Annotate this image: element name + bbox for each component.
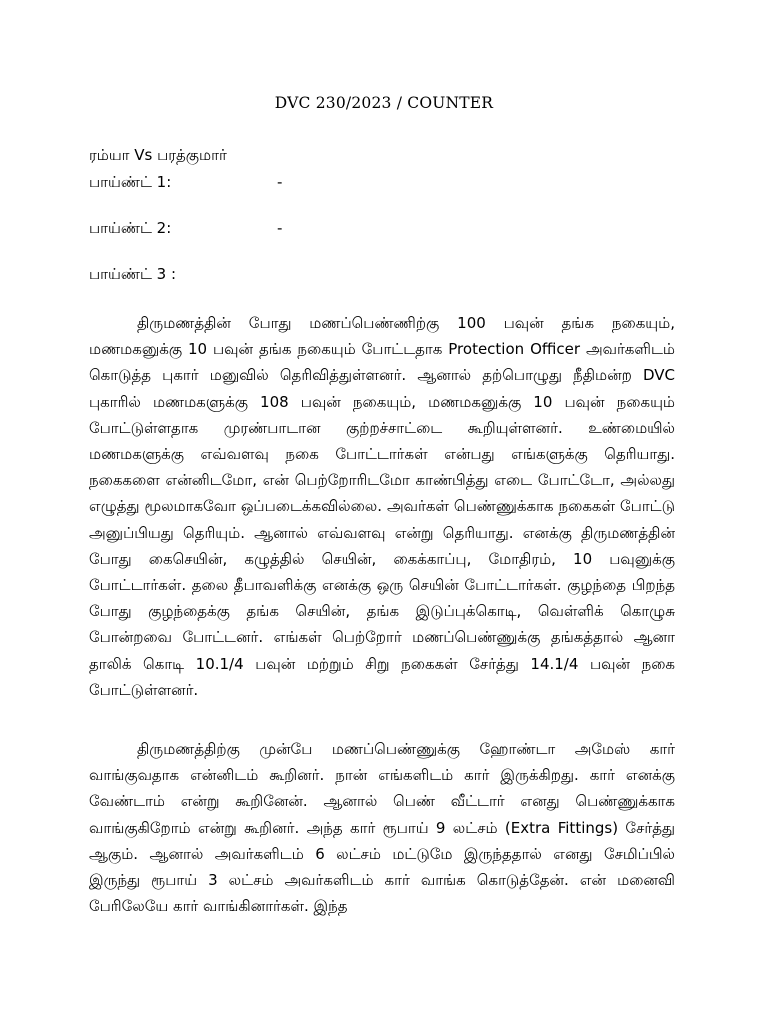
paragraph-jewellery: திருமணத்தின் போது மணப்பெண்ணிற்கு 100 பவுன் தங்க நகையும், மணமகனுக்கு 10 பவுன் தங்க நகையும் போட்டதாக Protection Officer அவர்களிடம் கொடுத்த புகார் மனுவில் தெரிவித்துள்ளனர். ஆனால் தற்பொழுது நீதிமன்ற DVC புகாரில் மணமகளுக்கு 108 பவுன் நகையும், மணமகனுக்கு 10 பவுன் நகையும் போட்டுள்ளதாக முரண்பாடான குற்றச்சாட்டை கூறியுள்ளனர். உண்மையில் மணமகளுக்கு எவ்வளவு நகை போட்டார்கள் என்பது எங்களுக்கு தெரியாது. நகைகளை என்னிடமோ, என் பெற்றோரிடமோ காண்பித்து எடை போட்டோ, அல்லது எழுத்து மூலமாகவோ ஒப்படைக்கவில்லை. அவர்கள் பெண்ணுக்காக நகைகள் போட்டு அனுப்பியது தெரியும். ஆனால் எவ்வளவு என்று தெரியாது. எனக்கு திருமணத்தின் போது கைசெயின், கழுத்தில் செயின், கைக்காப்பு, மோதிரம், 10 பவுனுக்கு போட்டார்கள். தலை தீபாவளிக்கு எனக்கு ஒரு செயின் போட்டார்கள். குழந்தை பிறந்த போது குழந்தைக்கு தங்க செயின், தங்க இடுப்புக்கொடி, வெள்ளிக் கொழுசு போன்றவை போட்டனர். எங்கள் பெற்றோர் மணப்பெண்ணுக்கு தங்கத்தால் ஆனா தாலிக் கொடி 10.1/4 பவுன் மற்றும் சிறு நகைகள் சேர்த்து 14.1/4 பவுன் நகை போட்டுள்ளனர். xyxy=(89,314,675,699)
document-heading: DVC 230/2023 / COUNTER xyxy=(274,94,494,112)
paragraph-car: திருமணத்திற்கு முன்பே மணப்பெண்ணுக்கு ஹோண்டா அமேஸ் கார் வாங்குவதாக என்னிடம் கூறினர். நான் எங்களிடம் கார் இருக்கிறது. கார் எனக்கு வேண்டாம் என்று கூறினேன். ஆனால் பெண் வீட்டார் எனது பெண்ணுக்காக வாங்குகிறோம் என்று கூறினர். அந்த கார் ரூபாய் 9 லட்சம் (Extra Fittings) சேர்த்து ஆகும். ஆனால் அவர்களிடம் 6 லட்சம் மட்டுமே இருந்ததால் எனது சேமிப்பில் இருந்து ரூபாய் 3 லட்சம் அவர்களிடம் கார் வாங்க கொடுத்தேன். என் மனைவி பேரிலேயே கார் வாங்கினார்கள். இந்த xyxy=(89,740,675,916)
point-3-label: பாய்ண்ட் 3 : xyxy=(89,265,177,283)
case-parties: ரம்யா Vs பரத்குமார் xyxy=(89,146,227,164)
point-1-value: - xyxy=(277,173,283,191)
point-2-label: பாய்ண்ட் 2: xyxy=(89,219,172,237)
point-1-label: பாய்ண்ட் 1: xyxy=(89,173,172,191)
point-2-value: - xyxy=(277,219,283,237)
